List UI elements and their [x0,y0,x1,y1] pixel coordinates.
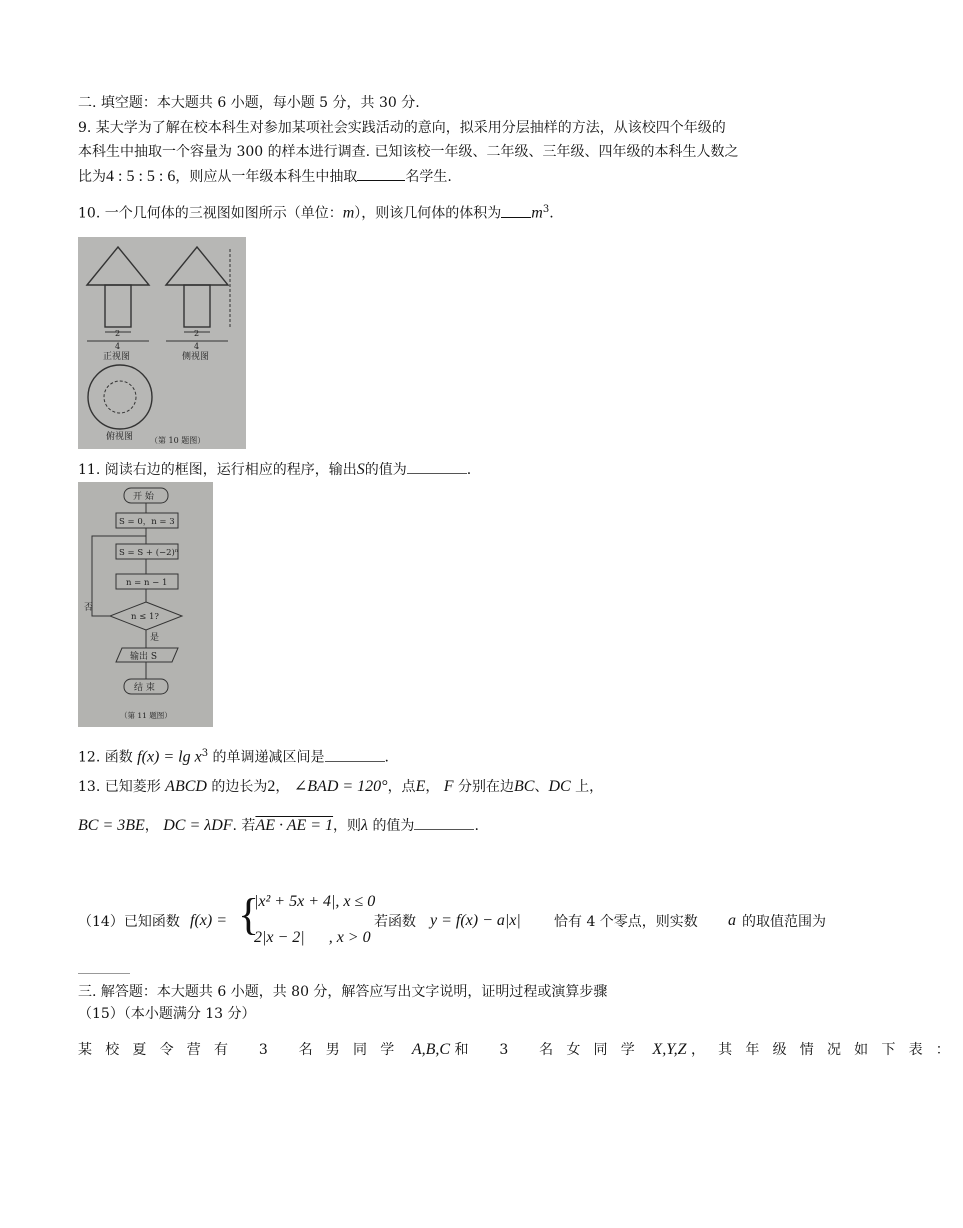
section-2-heading: 二. 填空题：本大题共 6 小题，每小题 5 分，共 30 分. [78,95,420,111]
q9-line-2: 本科生中抽取一个容量为 300 的样本进行调查. 已知该校一年级、二年级、三年级、四年级的本科生人数之 [78,144,739,160]
front-view-body [105,285,131,327]
q11-flowchart-svg [78,482,213,727]
q12-end: . [384,749,389,766]
q13-ruo: . 若 [232,818,256,834]
q13-point-f: F [443,778,454,795]
q10-exp: 3 [542,204,550,215]
q13-text-c: ，点 [387,779,416,795]
q10-figure-svg [78,237,246,449]
side-view-body [184,285,210,327]
side-view-roof [166,247,228,285]
q10-text-a: 10. 一个几何体的三视图如图所示（单位： [78,205,343,222]
q12-function: f(x) = lg x [137,748,202,766]
q11-text-a: 11. 阅读右边的框图，运行相应的程序，输出 [78,462,357,478]
q9-text-c: 名学生. [405,169,452,185]
q9-line-1: 9. 某大学为了解在校本科生对参加某项社会实践活动的意向，拟采用分层抽样的方法，从该校四个年级的 [78,120,726,136]
q13-side: 2 [267,778,276,795]
q13-bc: BC [514,778,535,795]
q10-unit: m [342,204,355,222]
q9-ratio: 4 : 5 : 5 : 6 [106,168,176,185]
q14-case-2: 2|x − 2| , x > 0 [254,929,371,946]
q9-line-3 [78,166,452,187]
front-dim-4-label: 4 [115,342,121,351]
q12-text-b: 的单调递减区间是 [212,749,325,766]
q10-text-b: ），则该几何体的体积为 [354,205,502,222]
q13-text-b2: ，则 [333,818,362,834]
q15-text-a: 某校夏令营有 3 名男同学 [78,1042,408,1058]
q15-text-line [78,1040,963,1060]
q14-case-1: |x² + 5x + 4|, x ≤ 0 [254,893,376,910]
q15-header: （15）（本小题满分 13 分） [78,1006,256,1022]
q11-answer-blank[interactable] [407,459,467,474]
q15-girls: X,Y,Z [652,1041,687,1058]
q10-unit-2: m [531,204,543,222]
q13-angle: ∠BAD = 120° [293,778,388,795]
flow-end-label: 结 束 [134,683,155,693]
q13-cond-1: BC = 3BE [78,817,145,834]
q12-line [78,744,389,768]
q13-answer-blank[interactable] [414,815,474,830]
flow-yes-label: 是 [150,633,160,643]
q11-line [78,459,471,480]
q10-three-view-figure [78,237,246,449]
q13-point-e: E [415,778,426,795]
flow-start-label: 开 始 [133,492,154,502]
q10-line [78,200,554,224]
q11-figure-caption: （第 11 题图） [120,711,172,720]
q9-answer-blank[interactable] [357,166,405,181]
flow-dec-label: n = n − 1 [126,578,168,588]
q14-fx: f(x) = [190,912,227,929]
q10-end: . [549,205,554,222]
q10-answer-blank[interactable] [501,203,531,218]
q12-answer-blank[interactable] [325,747,385,762]
front-view-label: 正视图 [103,352,131,362]
flow-no-label: 否 [84,603,94,613]
top-view-outer-circle [88,365,152,429]
q13-rhombus: ABCD [165,778,207,795]
q13-dc: DC [548,778,571,795]
q11-end: . [466,462,472,478]
top-view-inner-circle [104,381,136,413]
flow-output-label: 输出 S [130,652,158,662]
q13-lambda: λ [361,817,368,834]
q14-text-a: （14）已知函数 [78,914,180,930]
q15-boys: A,B,C [411,1041,451,1058]
q9-text-a: 比为 [78,169,106,185]
q9-text-b: ，则应从一年级本科生中抽取 [175,169,358,185]
q13-line-2: BC = 3BE， DC = λDF. 若AE · AE = 1，则λ 的值为 . [78,817,479,834]
side-view-label: 侧视图 [182,352,210,362]
q14-brace: { [238,890,260,939]
q15-rest: ，其年级情况如下表： [690,1042,963,1058]
section-3-heading: 三. 解答题：本大题共 6 小题，共 80 分，解答应写出文字说明，证明过程或演算步骤 [78,984,608,1000]
q11-text-b: 的值为 [364,462,407,478]
flow-cond-label: n ≤ 1? [131,612,159,622]
q10-figure-caption: （第 10 题图） [150,436,206,445]
q13-end: . [474,818,479,834]
front-dim-2-label: 2 [115,329,121,338]
q15-and: 和 3 名女同学 [454,1042,648,1058]
q13-line-1: 13. 已知菱形 ABCD 的边长为2， ∠BAD = 120°，点E， F 分别在边BC、DC 上， [78,778,604,795]
q13-text-b: 的边长为 [211,779,268,795]
flow-init-label: S = 0，n = 3 [119,517,175,527]
q14-text-d: 的取值范围为 [742,914,826,930]
q12-exp: 3 [201,748,209,759]
q13-text-c2: 的值为 [372,818,415,834]
q11-var: S [356,461,365,478]
q14-gx: y = f(x) − a|x| [430,912,521,929]
front-view-roof [87,247,149,285]
q13-cond-2: DC = λDF [163,817,233,834]
q13-text-a: 13. 已知菱形 [78,779,161,795]
q11-flowchart-figure [78,482,213,727]
side-dim-4-label: 4 [194,342,200,351]
divider-rule [78,973,130,974]
side-dim-2-label: 2 [194,329,200,338]
q13-text-d: 分别在边 [458,779,515,795]
q13-dot-product: AE · AE = 1 [255,817,334,834]
flow-update-label: S = S + (−2)ⁿ [119,548,179,558]
q13-text-e: 上， [575,779,604,795]
q12-text-a: 12. 函数 [78,749,133,766]
q14-text-b: 若函数 [374,914,416,930]
top-view-label: 俯视图 [106,432,134,442]
q14-a-var: a [728,912,736,929]
q14-block [78,888,838,952]
q14-text-c: 恰有 4 个零点，则实数 [554,914,698,930]
